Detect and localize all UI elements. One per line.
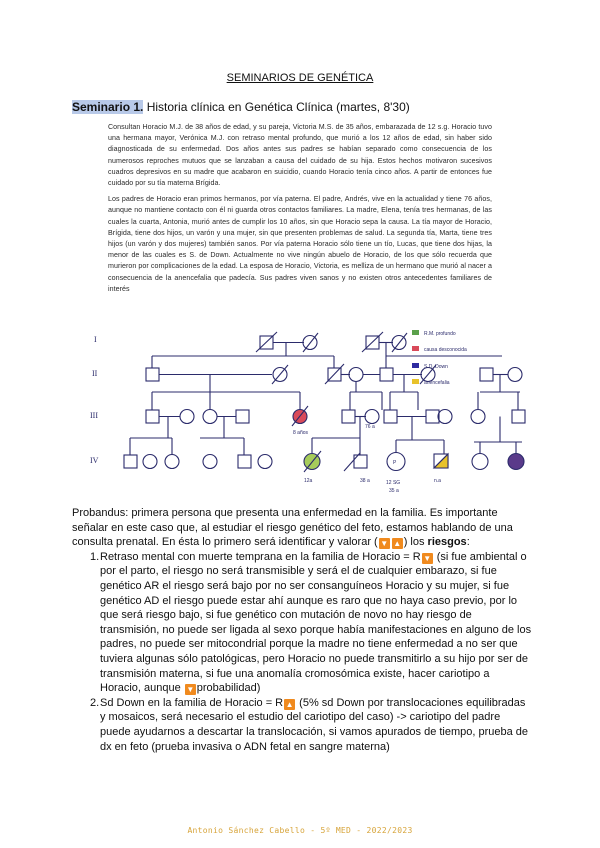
probandus-text-mid: ) los	[403, 536, 428, 549]
legend-swatch-down	[412, 363, 419, 368]
risk-text-2: (5% sd Down por translocaciones equilibradas y mosaicos, será necesario el estudio del cariotipo del caso) -> cariotipo del padre puede ayudarnos a descartar la translocación, si vamos apurados de tiempo, prueba de dx en feto (prueba invasiva o ADN fetal en sangre materna)	[100, 696, 529, 753]
note-pregnancy-mark: P	[393, 460, 397, 466]
risk-number-1: 1.	[90, 550, 100, 563]
arrow-down-icon: ▼	[186, 685, 195, 695]
probandus-end: :	[466, 536, 470, 549]
risk-number-2: 2.	[90, 696, 100, 709]
case-description	[108, 122, 492, 320]
arrow-up-icon: ▲	[393, 539, 402, 549]
arrow-down-icon: ▼	[423, 553, 432, 563]
arrow-down-icon: ▼	[380, 539, 389, 549]
footer-author: Antonio Sánchez Cabello - 5º MED - 2022/2023	[187, 826, 413, 835]
horacio-father	[380, 368, 393, 381]
gen-label-3: III	[90, 411, 98, 420]
note-veronica: 12a	[304, 478, 313, 484]
note-uncle-age: 76 a	[365, 424, 375, 430]
legend-swatch-rm	[412, 330, 419, 335]
note-victoria: 35 a	[389, 488, 399, 494]
gen-label-4: IV	[90, 456, 99, 465]
seminar-number: Seminario 1.	[72, 100, 144, 114]
arrow-up-icon: ▲	[285, 699, 294, 709]
seminar-heading	[72, 100, 410, 114]
note-aunt-death: 8 años	[293, 430, 309, 436]
legend-anencephaly: anencefalia	[424, 380, 450, 386]
legend-swatch-unknown	[412, 346, 419, 351]
document-title: SEMINARIOS DE GENÉTICA	[226, 72, 374, 84]
legend-rm: R.M. profundo	[424, 331, 456, 337]
note-horacio: 38 a	[360, 478, 370, 484]
horacio	[384, 410, 397, 423]
note-twin: n.a	[434, 478, 441, 484]
legend-swatch-anencephaly	[412, 379, 419, 384]
note-pregnancy: 12 SG	[386, 480, 401, 486]
gen-label-1: I	[94, 335, 97, 344]
case-paragraph-1: Consultan Horacio M.J. de 38 años de edad, y su pareja, Victoria M.S. de 35 años, embarazada de 12 s.g. Horacio tuvo una hermana mayor, Verónica M.J. con retraso mental profundo, que murió a los 12 años de edad, sin haber sido diagnosticada de su enfermedad. Dos años antes sus padres se habían separado como consecuencia de los numerosos reproches mutuos que se lanzaban a causa del cuidado de su hija. Estos hechos motivaron sucesivos cuadros depresivos en su madre que acabaron en suicidio, cuando Horacio tenía cinco años. A partir de entonces fue cuidado por su tía materna Brígida.	[108, 123, 492, 188]
risk-list	[72, 550, 532, 754]
legend-down: S.D. Down	[424, 364, 448, 370]
seminar-session: (martes, 8'30)	[332, 100, 410, 114]
risk-item-1	[72, 550, 532, 696]
legend-unknown: causa desconocida	[424, 347, 467, 353]
probandus-paragraph	[72, 506, 532, 550]
probandus-text: Probandus: primera persona que presenta una enfermedad en la familia. Es importante señalar en este caso que, al estudiar el riesgo genético del feto, estamos hablando de una consulta prenatal. En ésta lo primero será identificar y valorar (	[72, 507, 513, 549]
gen-label-2: II	[92, 369, 98, 378]
risk-intro-2: Sd Down en la familia de Horacio = R	[100, 696, 284, 709]
risk-end-1: probabilidad)	[196, 682, 261, 695]
risk-item-2	[72, 696, 532, 754]
pedigree-chart	[60, 320, 540, 502]
down-daughter	[508, 454, 524, 470]
risk-text-1: (si fue ambiental o por el parto, el riesgo no será transmisible y será el de cualquier embarazo, si fue genético AR el riesgo será bajo por no ser consanguíneos Horacio y su mujer, si fue genético AD el riesgo puede estar ahí aunque es raro que no haya caso previo, por lo que será riesgo bajo, si fue genético con mutación de novo no hay riesgo de transmisión, no puede ser ligada al sexo porque había manifestaciones en alguno de los padres, no puede ser mitocondrial porque la madre no tiene enfermedad a no ser que tuviera algunas sólo patológicas, pero Horacio no puede transmitirlo a su hijo por ser de transmisión materna, si fue una anomalía cromosómica existe, hacer cariotipo a Horacio, aunque	[100, 550, 532, 695]
seminar-title: Historia clínica en Genética Clínica	[143, 100, 333, 114]
risk-intro-1: Retraso mental con muerte temprana en la familia de Horacio = R	[100, 550, 421, 563]
probandus-section	[72, 506, 532, 754]
case-paragraph-2: Los padres de Horacio eran primos hermanos, por vía paterna. El padre, Andrés, vive en la actualidad y tiene 76 años, aunque no mantiene contacto con él ni guarda otros contactos familiares. La madre, Elena, tenía tres hermanas, de las cuales la cuarta, Antonia, murió antes de cumplir los 10 años, sin que Horacio sepa la causa. La tía mayor de Horacio, Brígida, tiene dos hijos, un varón y una mujer, sin que presenten problemas de salud. La segunda tía, Marta, tiene tres hijos (un varón y dos mujeres) también sanos. Por vía paterna Horacio sólo tiene un tío, Lucas, que tiene dos hijas, la menor de las cuales es S. de Down. Actualmente no vive ningún abuelo de Horacio, de los que sólo recuerda que murieron por complicaciones de la edad. La esposa de Horacio, Victoria, es melliza de un hermano que murió al nacer a consecuencia de la anencefalia que padecía. Sus padres viven sanos y no existen otros antecedentes familiares de interés	[108, 195, 492, 293]
probandus-bold: riesgos	[427, 536, 467, 549]
